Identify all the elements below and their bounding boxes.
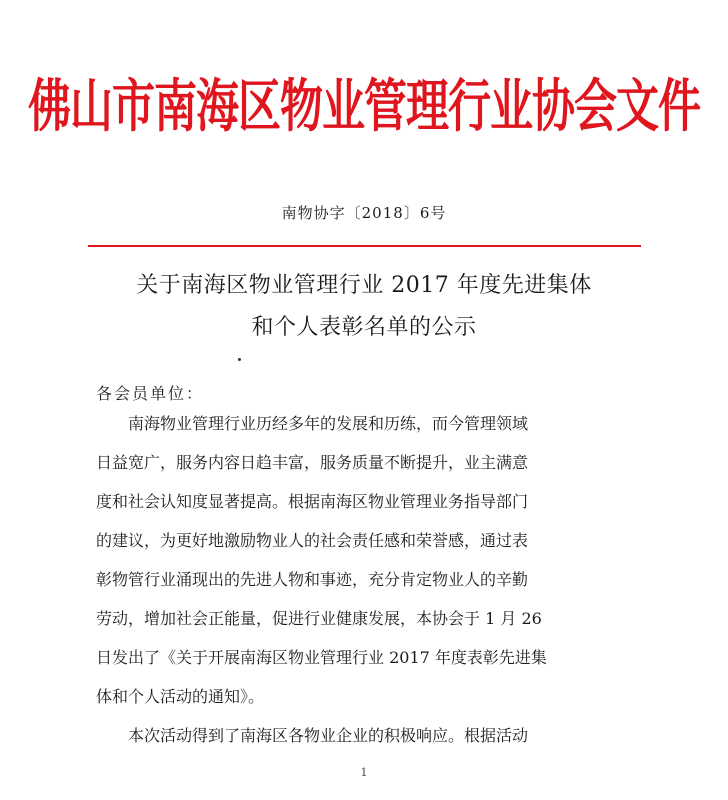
red-divider-line bbox=[88, 245, 641, 247]
body-line: 彰物管行业涌现出的先进人物和事迹，充分肯定物业人的辛勤 bbox=[96, 570, 529, 589]
body-line: 南海物业管理行业历经多年的发展和历练，而今管理领域 bbox=[96, 414, 529, 433]
body-line: 度和社会认知度显著提高。根据南海区物业管理业务指导部门 bbox=[96, 492, 529, 511]
body-line: 日发出了《关于开展南海区物业管理行业 2017 年度表彰先进集 bbox=[96, 648, 547, 667]
body-line: 日益宽广，服务内容日趋丰富，服务质量不断提升，业主满意 bbox=[96, 453, 529, 472]
stray-dot-mark bbox=[238, 358, 241, 361]
body-paragraph-1 bbox=[96, 404, 656, 716]
body-line: 的建议，为更好地激励物业人的社会责任感和荣誉感，通过表 bbox=[96, 531, 529, 550]
page-number: 1 bbox=[360, 766, 368, 779]
document-header-title: 佛山市南海区物业管理行业协会文件 bbox=[28, 73, 700, 140]
body-line: 劳动，增加社会正能量，促进行业健康发展，本协会于 1 月 26 bbox=[96, 609, 542, 628]
salutation: 各会员单位： bbox=[96, 384, 205, 403]
body-paragraph-2 bbox=[96, 716, 656, 755]
body-line: 体和个人活动的通知》。 bbox=[96, 687, 265, 706]
body-line: 本次活动得到了南海区各物业企业的积极响应。根据活动 bbox=[96, 726, 529, 745]
notice-title-line-2: 和个人表彰名单的公示 bbox=[251, 315, 477, 340]
notice-title-line-1: 关于南海区物业管理行业 2017 年度先进集体 bbox=[136, 273, 592, 298]
document-number: 南物协字〔2018〕6号 bbox=[281, 204, 447, 222]
